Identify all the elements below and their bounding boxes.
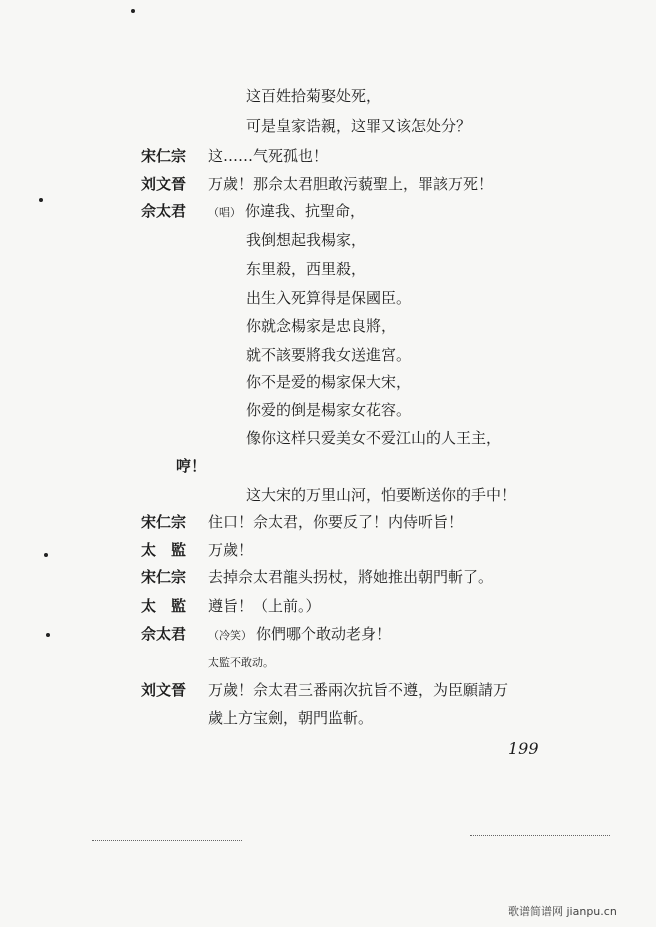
scan-spot — [39, 198, 43, 202]
verse-line: 我倒想起我楊家， — [246, 231, 367, 249]
continuation-line: 歲上方宝劍，朝門监斬。 — [208, 709, 374, 727]
scan-edge — [92, 840, 242, 842]
speaker-name: 太 監 — [141, 541, 187, 559]
verse-line: 你不是爱的楊家保大宋， — [246, 373, 412, 391]
sung-text: 你違我、抗聖命， — [245, 202, 366, 220]
stage-cue: （唱） — [208, 206, 241, 219]
verse-line: 出生入死算得是保國臣。 — [246, 289, 412, 307]
speaker-name: 刘文晉 — [141, 681, 187, 699]
watermark: 歌谱简谱网 jianpu.cn — [508, 905, 617, 918]
verse-line: 东里殺，西里殺， — [246, 260, 367, 278]
dialogue-text: 万歲！佘太君三番兩次抗旨不遵，为臣願請万 — [208, 681, 509, 699]
speaker-name: 宋仁宗 — [141, 568, 187, 586]
dialogue-text: 这……气死孤也！ — [208, 147, 329, 165]
scan-edge — [470, 835, 610, 837]
verse-line: 可是皇家诰親，这罪又该怎处分？ — [246, 117, 472, 135]
speaker-name: 佘太君 — [141, 202, 187, 220]
verse-line: 就不該要將我女送進宮。 — [246, 346, 412, 364]
scan-spot — [44, 553, 48, 557]
dialogue-text — [208, 624, 391, 646]
spoken-text: 你們哪个敢动老身！ — [256, 625, 392, 643]
dialogue-text: 住口！佘太君，你要反了！内侍听旨！ — [208, 513, 464, 531]
verse-line: 你爱的倒是楊家女花容。 — [246, 401, 412, 419]
stage-cue: （冷笑） — [208, 629, 252, 642]
exclamation: 哼！ — [176, 457, 207, 475]
verse-line: 这大宋的万里山河，怕要断送你的手中！ — [246, 486, 517, 504]
dialogue-text — [208, 201, 365, 223]
verse-line: 这百姓拾菊娶处死， — [246, 87, 382, 105]
dialogue-text: 遵旨！（上前。） — [208, 597, 321, 615]
scan-spot — [46, 633, 50, 637]
dialogue-text: 万歲！那佘太君胆敢污藐聖上，罪該万死！ — [208, 175, 494, 193]
speaker-name: 宋仁宗 — [141, 147, 187, 165]
verse-line: 像你这样只爱美女不爱江山的人王主， — [246, 429, 502, 447]
scan-spot — [131, 9, 135, 13]
dialogue-text: 去掉佘太君龍头拐杖，將她推出朝門斬了。 — [208, 568, 494, 586]
stage-direction: 太監不敢动。 — [208, 656, 274, 669]
page-number: 199 — [508, 739, 539, 758]
speaker-name: 太 監 — [141, 597, 187, 615]
verse-line: 你就念楊家是忠良將， — [246, 317, 397, 335]
dialogue-text: 万歲！ — [208, 541, 254, 559]
speaker-name: 宋仁宗 — [141, 513, 187, 531]
speaker-name: 佘太君 — [141, 625, 187, 643]
speaker-name: 刘文晉 — [141, 175, 187, 193]
